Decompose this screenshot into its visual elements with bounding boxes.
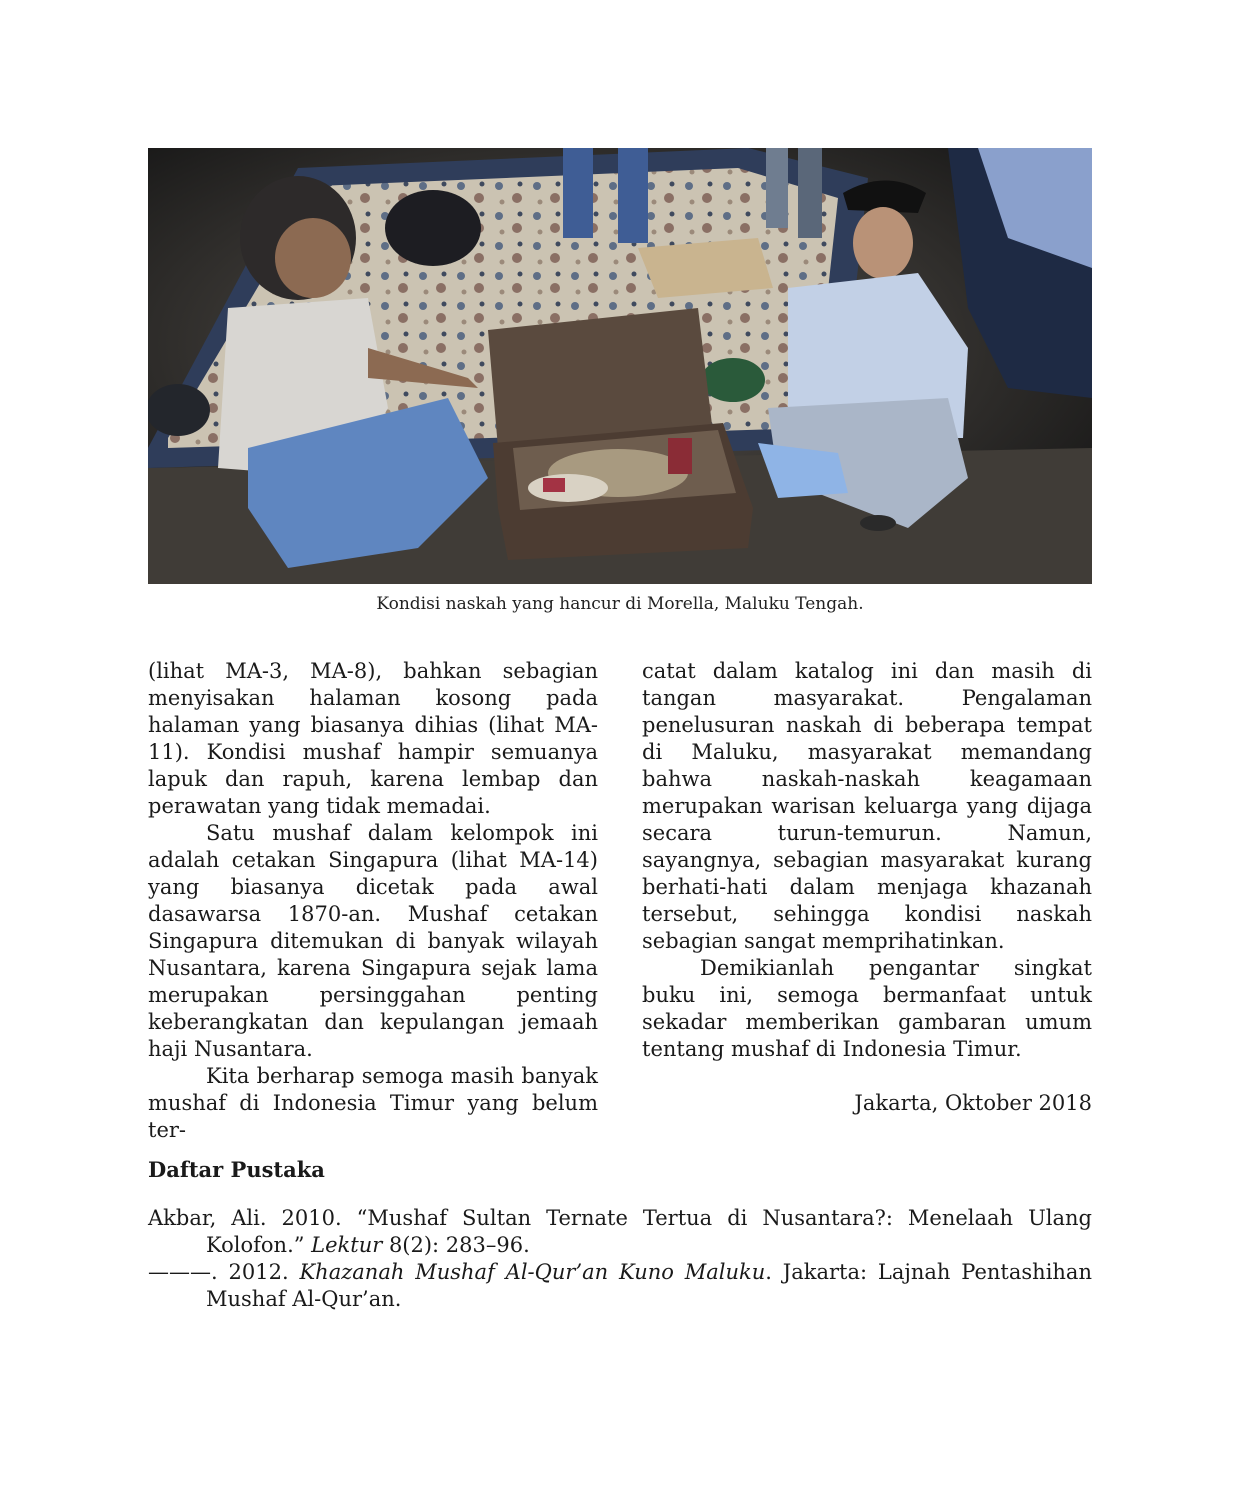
body-column-right (642, 658, 1092, 1117)
paragraph: Demikianlah pengantar singkat buku ini, semoga bermanfaat untuk sekadar memberikan gambaran umum tentang mushaf di Indonesia Timur. (642, 956, 1092, 1061)
ref-title: Lektur (311, 1233, 383, 1257)
ref-title: Khazanah Mushaf Al-Qur’an Kuno Maluku (299, 1260, 766, 1284)
paragraph: Kita berharap semoga masih banyak mushaf di Indonesia Timur yang belum ter- (148, 1064, 598, 1142)
figure-photo (148, 148, 1092, 584)
ref-text: Akbar, Ali. 2010. “Mushaf Sultan Ternate Tertua di Nusantara?: Menelaah Ulang Kolofon.” (148, 1206, 1092, 1257)
paragraph: (lihat MA-3, MA-8), bahkan sebagian menyisakan halaman kosong pada halaman yang biasanya dihias (lihat MA-11). Kondisi mushaf hampir semuanya lapuk dan rapuh, karena lembap dan perawatan yang tidak memadai. (148, 659, 598, 818)
bibliography-entry (148, 1205, 1092, 1259)
paragraph: Satu mushaf dalam kelompok ini adalah cetakan Singapura (lihat MA-14) yang biasanya dicetak pada awal dasawarsa 1870-an. Mushaf cetakan Singapura ditemukan di banyak wilayah Nusantara, karena Singapura sejak lama merupakan persinggahan penting keberangkatan dan kepulangan jemaah haji Nusantara. (148, 821, 598, 1061)
paragraph: catat dalam katalog ini dan masih di tangan masyarakat. Pengalaman penelusuran naskah di beberapa tempat di Maluku, masyarakat memandang bahwa naskah-naskah keagamaan merupakan warisan keluarga yang dijaga secara turun-temurun. Namun, sayangnya, sebagian masyarakat kurang berhati-hati dalam menjaga khazanah tersebut, sehingga kondisi naskah sebagian sangat memprihatinkan. (642, 659, 1092, 953)
ref-text: . Jakarta: Lajnah Pentashihan Mushaf Al-Qur’an. (206, 1260, 1092, 1311)
bibliography-list (148, 1205, 1092, 1313)
place-date-signoff: Jakarta, Oktober 2018 (854, 1091, 1092, 1115)
ref-text: 8(2): 283–96. (382, 1233, 530, 1257)
bibliography-entry (148, 1259, 1092, 1313)
body-column-left (148, 658, 598, 1144)
bibliography-heading: Daftar Pustaka (148, 1157, 325, 1182)
figure-caption: Kondisi naskah yang hancur di Morella, Maluku Tengah. (376, 594, 864, 614)
ref-text: ———. 2012. (148, 1260, 300, 1284)
